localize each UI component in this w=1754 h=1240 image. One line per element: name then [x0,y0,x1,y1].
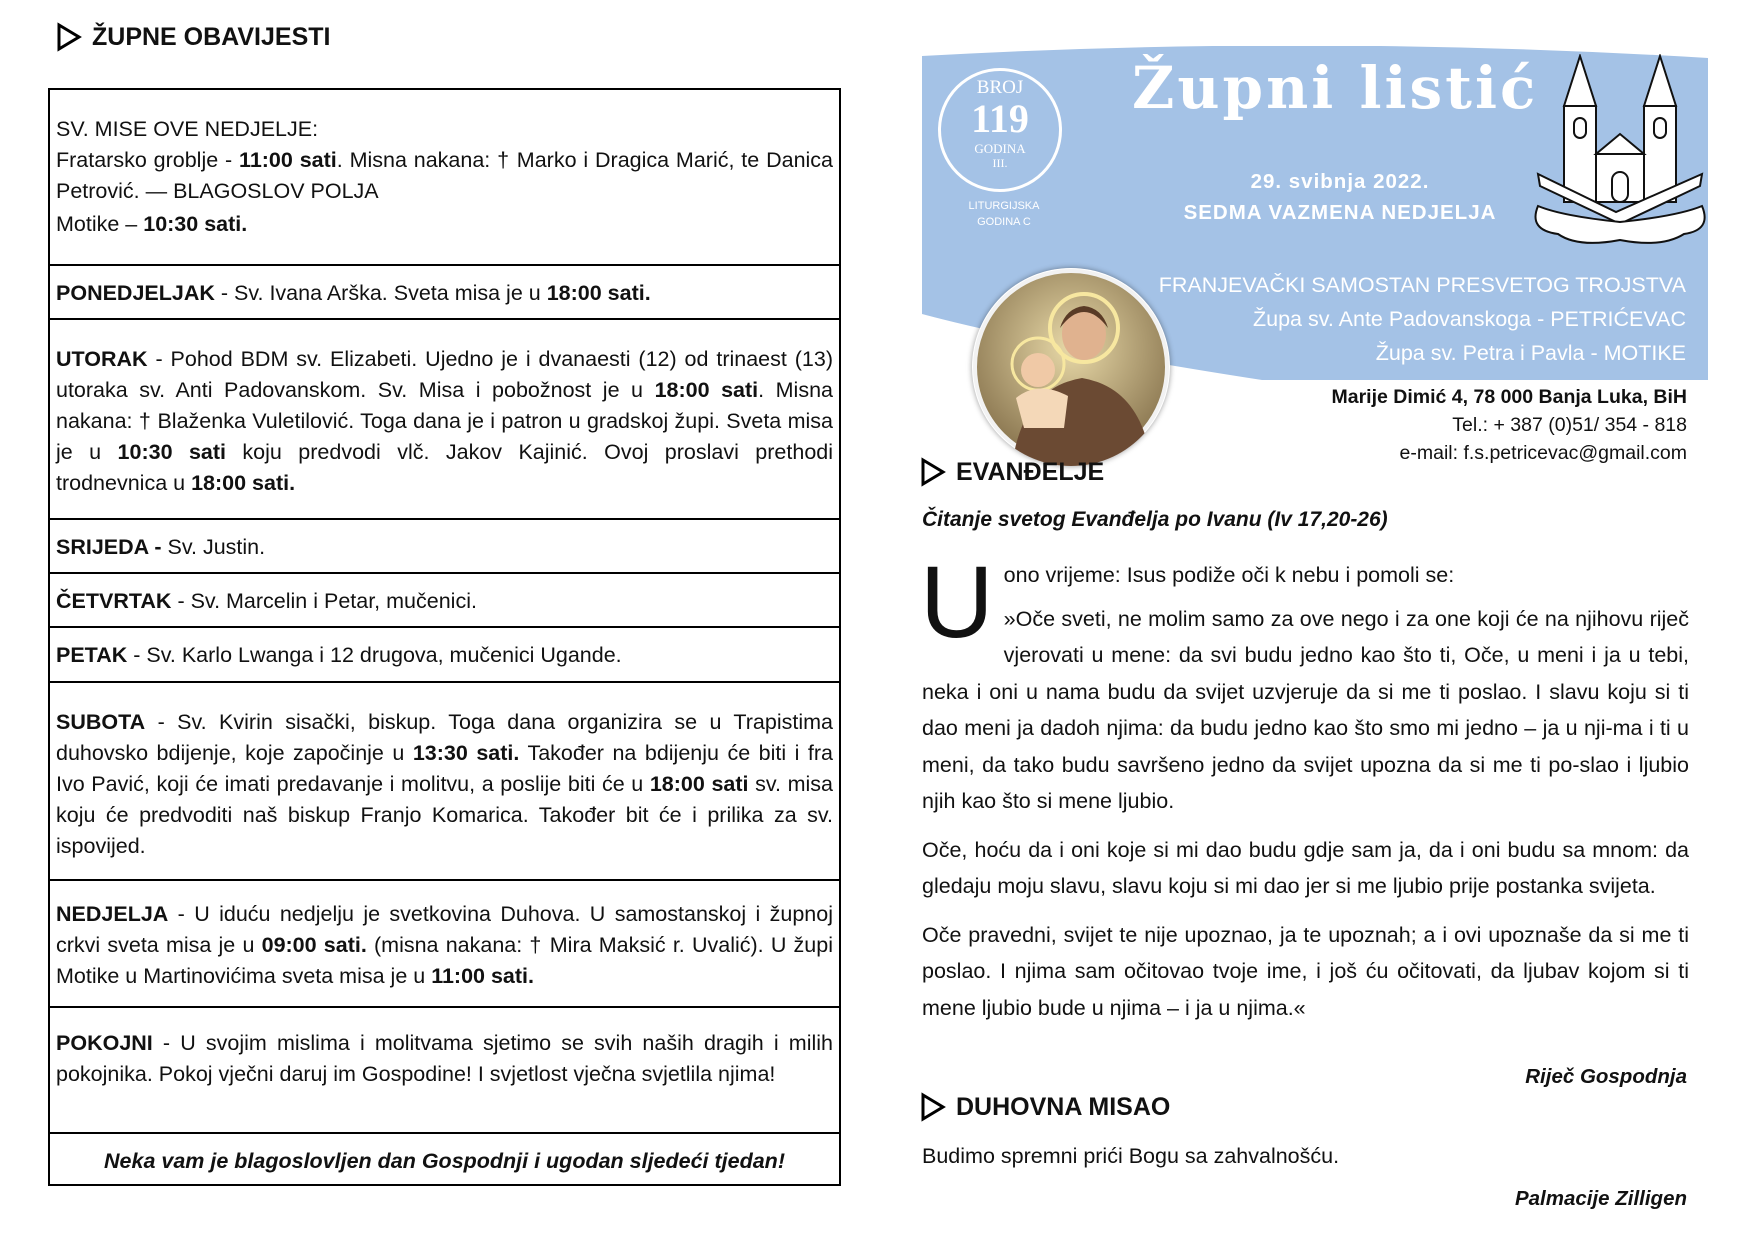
gospel-paragraph: »Oče sveti, ne molim samo za ove nego i za one koji će na njihovu riječ vjerovati u mene: da svi budu jedno kao što ti, Oče, u meni i ja u tebi, neka i oni u nama budu da svijet uzvjeruje da si me ti poslao. I slavu koju si ti dao meni ja dadoh njima: da budu jedno kao što smo mi jedno – ja u nji-ma i ti u meni, da tako budu savršeno jedno da svijet upozna da si me ti po-slao i ljubio njih kao što si mene ljubio. [922,606,1689,813]
thought-text: Budimo spremni prići Bogu sa zahvalnošću. [922,1144,1340,1168]
notice-row-tuesday: UTORAK - Pohod BDM sv. Elizabeti. Ujedno je i dvanaesti (12) od trinaest (13) utoraka sv. Anti Padovanskom. Sv. Misa i pobožnost je u 18:00 sati. Misna nakana: † Blaženka Vuletilović. Toga dana je i patron u gradskoj župi. Sveta misa je u 10:30 sati koju predvodi vlč. Jakov Kajinić. Ovoj proslavi prethodi trodnevnica u 18:00 sati. [50,320,839,520]
notice-row-saturday: SUBOTA - Sv. Kvirin sisački, biskup. Toga dana organizira se u Trapistima duhovsko bdijenje, koje započinje u 13:30 sati. Također na bdijenju će biti i fra Ivo Pavić, koji će imati predavanje i molitvu, a poslije biti će u 18:00 sati sv. misa koju će predvoditi naš biskup Franjo Komarica. Također bit će i prilika za sv. ispovijed. [50,683,839,881]
notices-title: ŽUPNE OBAVIJESTI [92,22,331,51]
contact-info: Marije Dimić 4, 78 000 Banja Luka, BiH Tel.: + 387 (0)51/ 354 - 818 e-mail: f.s.petricevac@gmail.com [1331,386,1687,464]
thought-author: Palmacije Zilligen [1514,1187,1687,1210]
notice-row-deceased: POKOJNI - U svojim mislima i molitvama sjetimo se svih naših dragih i milih pokojnika. Pokoj vječni daruj im Gospodine! I svjetlost vječna svjetlila njima! [50,1008,839,1134]
notices-closing: Neka vam je blagoslovljen dan Gospodnji i ugodan sljedeći tjedan! [104,1149,785,1173]
notice-row-thursday: ČETVRTAK - Sv. Marcelin i Petar, mučenici. [50,574,839,628]
thought-heading [920,1092,1170,1122]
drop-cap: U [920,545,994,659]
triangle-bullet-icon [56,22,82,52]
saint-anthony-medallion [972,268,1170,466]
issue-badge: BROJ 119 GODINA III. [938,68,1062,192]
notices-table [48,88,841,1186]
notice-row-masses: SV. MISE OVE NEDJELJE: Fratarsko groblje - 11:00 sati. Misna nakana: † Marko i Dragica Marić, te Danica Petrović. — BLAGOSLOV POLJA Motike – 10:30 sati. [50,90,839,266]
gospel-heading [920,457,1104,487]
gospel-text [920,545,1689,1038]
gospel-paragraph: Oče pravedni, svijet te nije upoznao, ja te upoznah; a i ovi upoznaše da si me ti poslao. I njima sam očitovao tvoje ime, i još ću očitovati, da ljubav kojom si ti mene ljubio bude u njima – i ja u njima.« [922,922,1689,1020]
gospel-closing: Riječ Gospodnja [1525,1065,1687,1088]
liturgical-year: LITURGIJSKA GODINA C [968,200,1040,228]
gospel-paragraph: ono vrijeme: Isus podiže oči k nebu i pomoli se: [1003,563,1455,587]
monastery-info: FRANJEVAČKI SAMOSTAN PRESVETOG TROJSTVA Župa sv. Ante Padovanskoga - PETRIĆEVAC Župa sv. Petra i Pavla - MOTIKE [1158,273,1686,365]
gospel-title: EVANĐELJE [956,457,1105,486]
saint-portrait-icon [972,268,1170,466]
notices-heading [56,22,330,52]
notice-row-wednesday: SRIJEDA - Sv. Justin. [50,520,839,574]
triangle-bullet-icon [920,457,946,487]
notice-row-sunday: NEDJELJA - U iduću nedjelju je svetkovina Duhova. U samostanskoj i župnoj crkvi sveta misa je u 09:00 sati. (misna nakana: † Mira Maksić r. Uvalić). U župi Motike u Martinovićima sveta misa je u 11:00 sati. [50,881,839,1008]
gospel-reading-title: Čitanje svetog Evanđelja po Ivanu (Iv 17,20-26) [922,508,1388,531]
triangle-bullet-icon [920,1092,946,1122]
gospel-paragraph: Oče, hoću da i oni koje si mi dao budu gdje sam ja, da i oni budu sa mnom: da gledaju moju slavu, slavu koju si mi dao jer si me ljubio prije postanka svijeta. [922,837,1689,898]
notice-row-friday: PETAK - Sv. Karlo Lwanga i 12 drugova, mučenici Ugande. [50,628,839,683]
notice-row-monday: PONEDJELJAK - Sv. Ivana Arška. Sveta misa je u 18:00 sati. [50,266,839,320]
bulletin-title: Župni listić [1132,54,1539,122]
thought-title: DUHOVNA MISAO [956,1092,1171,1121]
church-emblem-icon [1528,54,1712,248]
issue-date: 29. svibnja 2022. SEDMA VAZMENA NEDJELJA [1183,170,1497,224]
